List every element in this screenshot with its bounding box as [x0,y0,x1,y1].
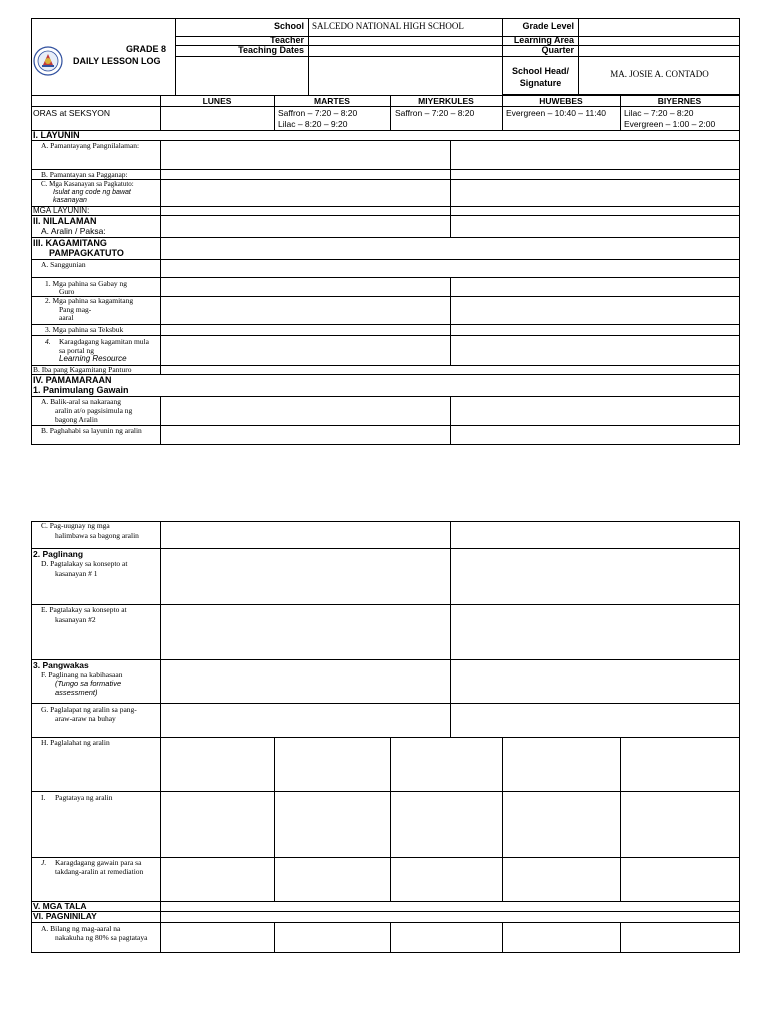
schedule-biyernes-2: Evergreen – 1:00 – 2:00 [624,119,716,129]
school-head-value: MA. JOSIE A. CONTADO [610,69,709,79]
bilang-label-2: nakakuha ng 80% sa pagtataya [55,933,148,942]
learning-area-label: Learning Area [513,35,574,45]
schedule-martes-1: Saffron – 7:20 – 8:20 [278,108,358,118]
kasanayan-note-1: Isulat ang code ng bawat [53,189,131,196]
pag-uugnay-label-2: halimbawa sa bagong aralin [55,531,139,540]
sanggunian-label: A. Sanggunian [41,260,86,269]
schedule-miyerkules-1: Saffron – 7:20 – 8:20 [395,108,475,118]
mga-layunin-label: MGA LAYUNIN: [33,206,90,215]
teksbuk-label: 3. Mga pahina sa Teksbuk [45,325,124,334]
karagdagang-label-2: takdang-aralin at remediation [55,867,144,876]
schedule-huwebes-1: Evergreen – 10:40 – 11:40 [506,108,607,118]
balik-aral-label-1: A. Balik-aral sa nakaraang [41,397,121,406]
signature-label: Signature [519,78,562,88]
paglalapat-label-2: araw-araw na buhay [55,714,116,723]
pagtalakay-2-label-2: kasanayan #2 [55,615,96,624]
deped-seal-icon [33,46,63,76]
day-martes: MARTES [314,96,350,106]
section-nilalaman: II. NILALAMAN [33,216,97,226]
schedule-label: ORAS at SEKSYON [33,108,110,118]
balik-aral-label-3: bagong Aralin [55,415,98,424]
teacher-label: Teacher [270,35,304,45]
gabay-label-2: Guro [59,287,75,296]
karagdagang-label-1: Karagdagang gawain para sa [55,858,142,867]
pagtalakay-1-label-2: kasanayan # 1 [55,569,98,578]
pamantayan-pagganap-label: B. Pamantayan sa Pagganap: [41,170,128,179]
day-biyernes: BIYERNES [657,96,702,106]
grade-level-label: Grade Level [522,21,574,31]
paglalapat-label-1: G. Paglalapat ng aralin sa pang- [41,705,137,714]
portal-num: 4. [45,337,51,346]
pagninilay-heading: VI. PAGNINILAY [33,911,97,921]
pangwakas-heading: 3. Pangwakas [33,660,89,670]
day-lunes: LUNES [202,96,232,106]
paghahabi-label: B. Paghahabi sa layunin ng aralin [41,426,142,435]
day-huwebes: HUWEBES [539,96,583,106]
kagamitang-label-3: aaral [59,313,74,322]
portal-label-1: Karagdagang kagamitan mula [59,337,149,346]
pagtataya-label: Pagtataya ng aralin [55,793,113,802]
kagamitang-label-2: Pang mag- [59,305,92,314]
section-kagamitang: III. KAGAMITANG [33,238,107,248]
paglalahat-label: H. Paglalahat ng aralin [41,738,110,747]
log-title: DAILY LESSON LOG [73,56,161,66]
paglinang-kabihasaan-2: (Tungo sa formative [55,679,122,688]
karagdagang-num: J. [41,858,47,867]
section-pamamaraan: IV. PAMAMARAAN [33,375,112,385]
section-layunin: I. LAYUNIN [33,130,80,140]
school-value: SALCEDO NATIONAL HIGH SCHOOL [312,21,464,31]
bilang-label-1: A. Bilang ng mag-aaral na [41,924,121,933]
kagamitang-label-1: 2. Mga pahina sa kagamitang [45,296,134,305]
school-label: School [273,21,304,31]
teaching-dates-label: Teaching Dates [238,45,304,55]
paglinang-kabihasaan-3: assessment) [55,688,98,697]
schedule-biyernes-1: Lilac – 7:20 – 8:20 [624,108,694,118]
balik-aral-label-2: aralin at/o pagsisimula ng [55,406,133,415]
day-miyerkules: MIYERKULES [418,96,474,106]
panimulang-gawain: 1. Panimulang Gawain [33,385,129,395]
mga-tala-heading: V. MGA TALA [33,901,87,911]
paglinang-kabihasaan-1: F. Paglinang na kabihasaan [41,670,123,679]
kasanayan-label: C. Mga Kasanayan sa Pagkatuto: [41,180,134,188]
pamantayang-label: A. Pamantayang Pangnilalaman: [41,141,140,150]
section-pampagkatuto: PAMPAGKATUTO [49,248,124,258]
kasanayan-note-2: kasanayan [53,197,87,204]
school-head-label: School Head/ [511,66,569,76]
portal-label-2: sa portal ng [59,346,94,355]
paglinang-heading: 2. Paglinang [33,549,84,559]
pag-uugnay-label-1: C. Pag-uugnay ng mga [41,521,110,530]
quarter-label: Quarter [541,45,574,55]
grade-label: GRADE 8 [126,44,167,54]
pagtataya-num: I. [41,793,46,802]
aralin-paksa-label: A. Aralin / Paksa: [41,226,106,236]
portal-label-3: Learning Resource [59,354,127,363]
iba-pang-label: B. Iba pang Kagamitang Panturo [33,365,132,374]
schedule-martes-2: Lilac – 8:20 – 9:20 [278,119,348,129]
pagtalakay-2-label-1: E. Pagtalakay sa konsepto at [41,605,127,614]
gabay-label-1: 1. Mga pahina sa Gabay ng [45,279,128,288]
pagtalakay-1-label-1: D. Pagtalakay sa konsepto at [41,559,128,568]
